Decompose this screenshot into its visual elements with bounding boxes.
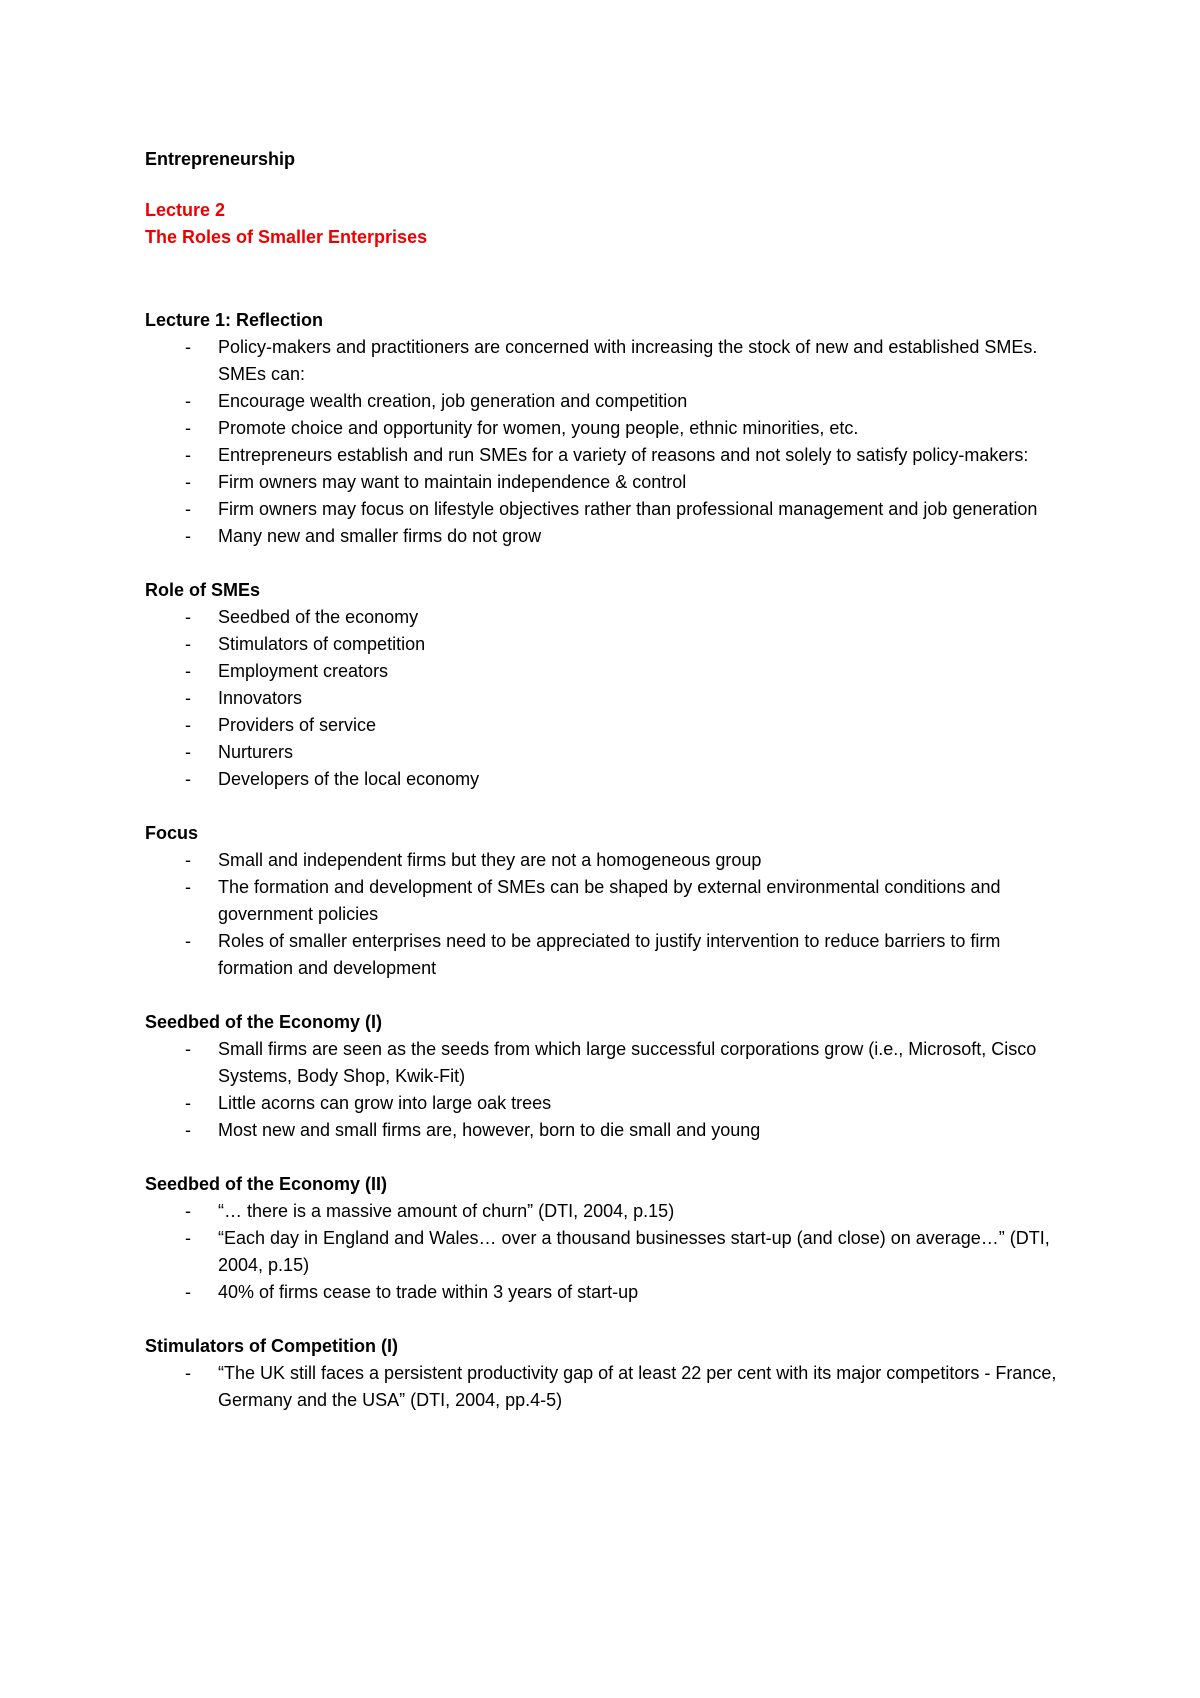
- list-item: - Many new and smaller firms do not grow: [145, 523, 1065, 550]
- list-item: - Roles of smaller enterprises need to be appreciated to justify intervention to reduce barriers to firm formation and development: [145, 928, 1065, 982]
- section-heading-seedbed-2: Seedbed of the Economy (II): [145, 1174, 388, 1194]
- focus-list: [145, 847, 1065, 982]
- list-item: - Innovators: [145, 685, 1065, 712]
- role-of-smes-list: [145, 604, 1065, 793]
- list-item: - Small firms are seen as the seeds from which large successful corporations grow (i.e., Microsoft, Cisco Systems, Body Shop, Kwik-Fit): [145, 1036, 1065, 1090]
- list-item: - Seedbed of the economy: [145, 604, 1065, 631]
- section-heading-seedbed-1: Seedbed of the Economy (I): [145, 1012, 383, 1032]
- list-item: - Policy-makers and practitioners are concerned with increasing the stock of new and established SMEs. SMEs can:: [145, 334, 1065, 388]
- list-item: - Most new and small firms are, however, born to die small and young: [145, 1117, 1065, 1144]
- list-item: - Promote choice and opportunity for women, young people, ethnic minorities, etc.: [145, 415, 1065, 442]
- seedbed-2-list: [145, 1198, 1065, 1306]
- list-item: - Firm owners may want to maintain independence & control: [145, 469, 1065, 496]
- section-heading-stimulators-1: Stimulators of Competition (I): [145, 1336, 398, 1356]
- lecture-header: [145, 197, 1065, 251]
- list-item: - Little acorns can grow into large oak trees: [145, 1090, 1065, 1117]
- seedbed-1-list: [145, 1036, 1065, 1144]
- list-item: - 40% of firms cease to trade within 3 years of start-up: [145, 1279, 1065, 1306]
- list-item: - Nurturers: [145, 739, 1065, 766]
- document-page: [145, 146, 1065, 1414]
- section-heading-reflection: Lecture 1: Reflection: [145, 310, 324, 330]
- lecture-title: The Roles of Smaller Enterprises: [145, 227, 428, 247]
- list-item: - Developers of the local economy: [145, 766, 1065, 793]
- list-item: - Employment creators: [145, 658, 1065, 685]
- list-item: - “The UK still faces a persistent productivity gap of at least 22 per cent with its major competitors - France, Germany and the USA” (DTI, 2004, pp.4-5): [145, 1360, 1065, 1414]
- list-item: - Firm owners may focus on lifestyle objectives rather than professional management and job generation: [145, 496, 1065, 523]
- list-item: - Encourage wealth creation, job generation and competition: [145, 388, 1065, 415]
- list-item: - Stimulators of competition: [145, 631, 1065, 658]
- list-item: - “… there is a massive amount of churn” (DTI, 2004, p.15): [145, 1198, 1065, 1225]
- document-title: Entrepreneurship: [145, 149, 296, 169]
- lecture-number: Lecture 2: [145, 200, 226, 220]
- list-item: - Small and independent firms but they are not a homogeneous group: [145, 847, 1065, 874]
- section-heading-role-of-smes: Role of SMEs: [145, 580, 261, 600]
- list-item: - “Each day in England and Wales… over a thousand businesses start-up (and close) on average…” (DTI, 2004, p.15): [145, 1225, 1065, 1279]
- stimulators-1-list: [145, 1360, 1065, 1414]
- reflection-list: [145, 334, 1065, 550]
- section-heading-focus: Focus: [145, 823, 199, 843]
- list-item: - Providers of service: [145, 712, 1065, 739]
- list-item: - Entrepreneurs establish and run SMEs for a variety of reasons and not solely to satisfy policy-makers:: [145, 442, 1065, 469]
- list-item: - The formation and development of SMEs can be shaped by external environmental conditions and government policies: [145, 874, 1065, 928]
